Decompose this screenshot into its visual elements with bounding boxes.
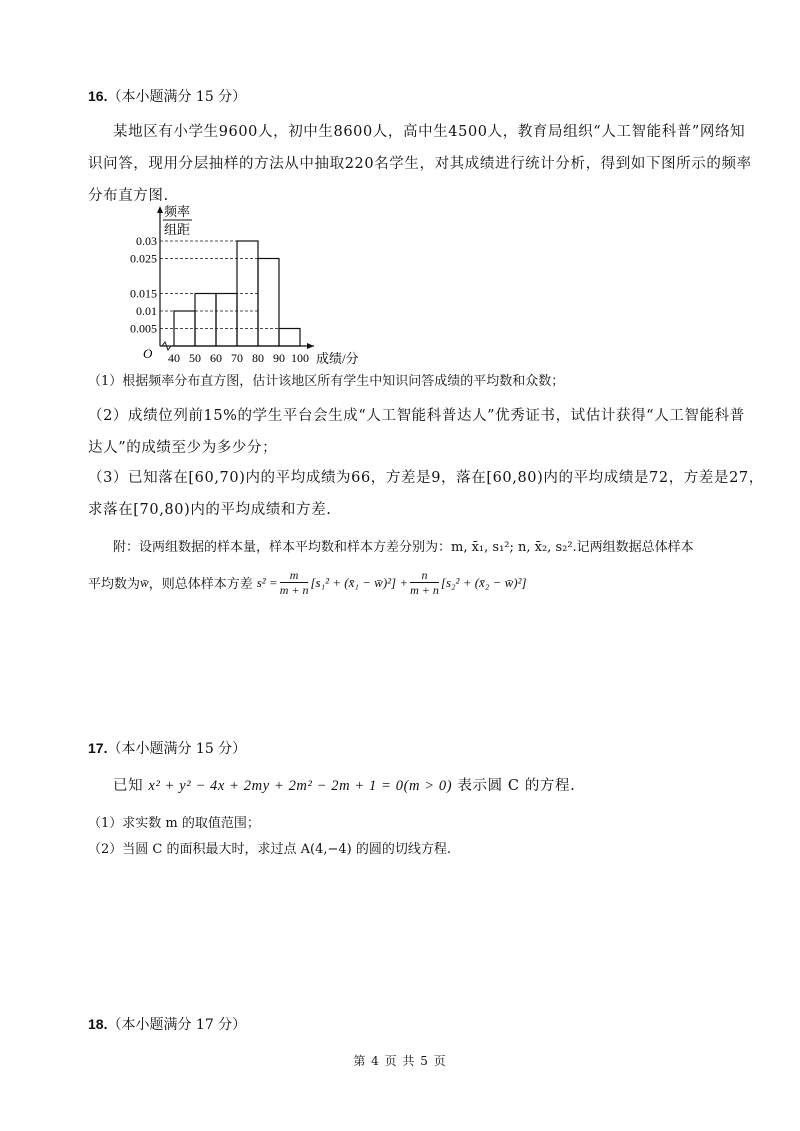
x-tick-label: 90 [273,351,285,365]
x-tick-label: 80 [252,351,264,365]
q18-header [88,1014,246,1034]
x-axis-label: 成绩/分 [316,351,359,366]
q17-part2: （2）当圆 C 的面积最大时，求过点 A(4,−4) 的圆的切线方程. [88,842,451,857]
q16-score: （本小题满分 15 分） [107,89,247,105]
y-label-top: 频率 [164,204,191,219]
histogram-bar [195,294,216,347]
q16-intro-line-1: 某地区有小学生9600人，初中生8600人，高中生4500人，教育局组织“人工智能科普”网络知 [113,124,746,140]
q16-part3-line-1: （3）已知落在[60,70)内的平均成绩为66，方差是9，落在[60,80)内的平均成绩是72，方差是27， [88,470,764,486]
histogram-bar [279,329,300,347]
frac1-numerator: m [280,568,309,583]
q17-stem-equation: x² + y² − 4x + 2my + 2m² − 2m + 1 = 0(m > 0) [148,778,453,794]
q16-appendix-line-2 [88,568,527,597]
x-axis-arrow [307,343,314,349]
variance-formula-frac1 [280,568,309,597]
variance-formula-frac2 [410,568,439,597]
q16-part2-line-2: 达人”的成绩至少为多少分； [88,440,278,456]
q17-number: 17. [88,740,108,756]
frequency-histogram [110,200,400,370]
variance-formula-lhs: s² = [256,574,278,590]
x-tick-label: 100 [291,351,309,365]
frac2-denominator: m + n [410,583,439,597]
histogram-bar [216,294,237,347]
appendix-prefix: 平均数为 [88,577,141,592]
y-tick-label: 0.025 [130,251,157,266]
y-tick-label: 0.015 [130,286,157,301]
y-label-bottom: 组距 [164,222,191,237]
q18-score: （本小题满分 17 分） [107,1017,247,1033]
q16-part2-line-1: （2）成绩位列前15%的学生平台会生成“人工智能科普达人”优秀证书，试估计获得“人工智能科普 [88,408,745,424]
y-tick-label: 0.005 [130,321,157,336]
frac1-denominator: m + n [279,583,309,597]
q17-part1: （1）求实数 m 的取值范围； [88,816,260,831]
x-tick-label: 70 [231,351,243,365]
page-footer: 第 4 页 共 5 页 [353,1054,447,1068]
q17-stem-prefix: 已知 [113,778,144,794]
q18-number: 18. [88,1016,108,1032]
x-tick-label: 50 [189,351,201,365]
q16-header [88,86,246,106]
q16-part1: （1）根据频率分布直方图，估计该地区所有学生中知识问答成绩的平均数和众数； [88,374,565,389]
q16-part3-line-2: 求落在[70,80)内的平均成绩和方差. [88,502,332,518]
variance-formula-bracket1: [s₁² + (x̄₁ − w̄)²] + [310,574,409,590]
q17-stem [113,774,575,795]
variance-formula-bracket2: [s₂² + (x̄₂ − w̄)²] [440,574,527,590]
y-axis-arrow [157,206,163,213]
y-tick-label: 0.03 [136,234,157,248]
q16-number: 16. [88,88,108,104]
q16-intro-line-2: 识问答，现用分层抽样的方法从中抽取220名学生，对其成绩进行统计分析，得到如下图所示的频率 [88,156,752,172]
appendix-mid: ，则总体样本方差 [148,577,253,592]
x-tick-label: 60 [210,351,222,365]
origin-label: O [143,346,153,361]
q16-appendix-line-1: 附：设两组数据的样本量，样本平均数和样本方差分别为：m, x̄₁, s₁²; n, x̄₂, s₂².记两组数据总体样本 [113,540,694,555]
appendix-w-bar: w̄ [140,574,149,590]
x-tick-label: 40 [168,351,180,365]
histogram-bar [258,259,279,347]
q16-intro-line-3: 分布直方图. [88,188,169,204]
q17-score: （本小题满分 15 分） [107,741,247,757]
q17-stem-suffix: 表示圆 C 的方程. [457,778,576,794]
y-tick-label: 0.01 [136,304,157,318]
frac2-numerator: n [410,568,439,583]
q17-header [88,738,246,758]
